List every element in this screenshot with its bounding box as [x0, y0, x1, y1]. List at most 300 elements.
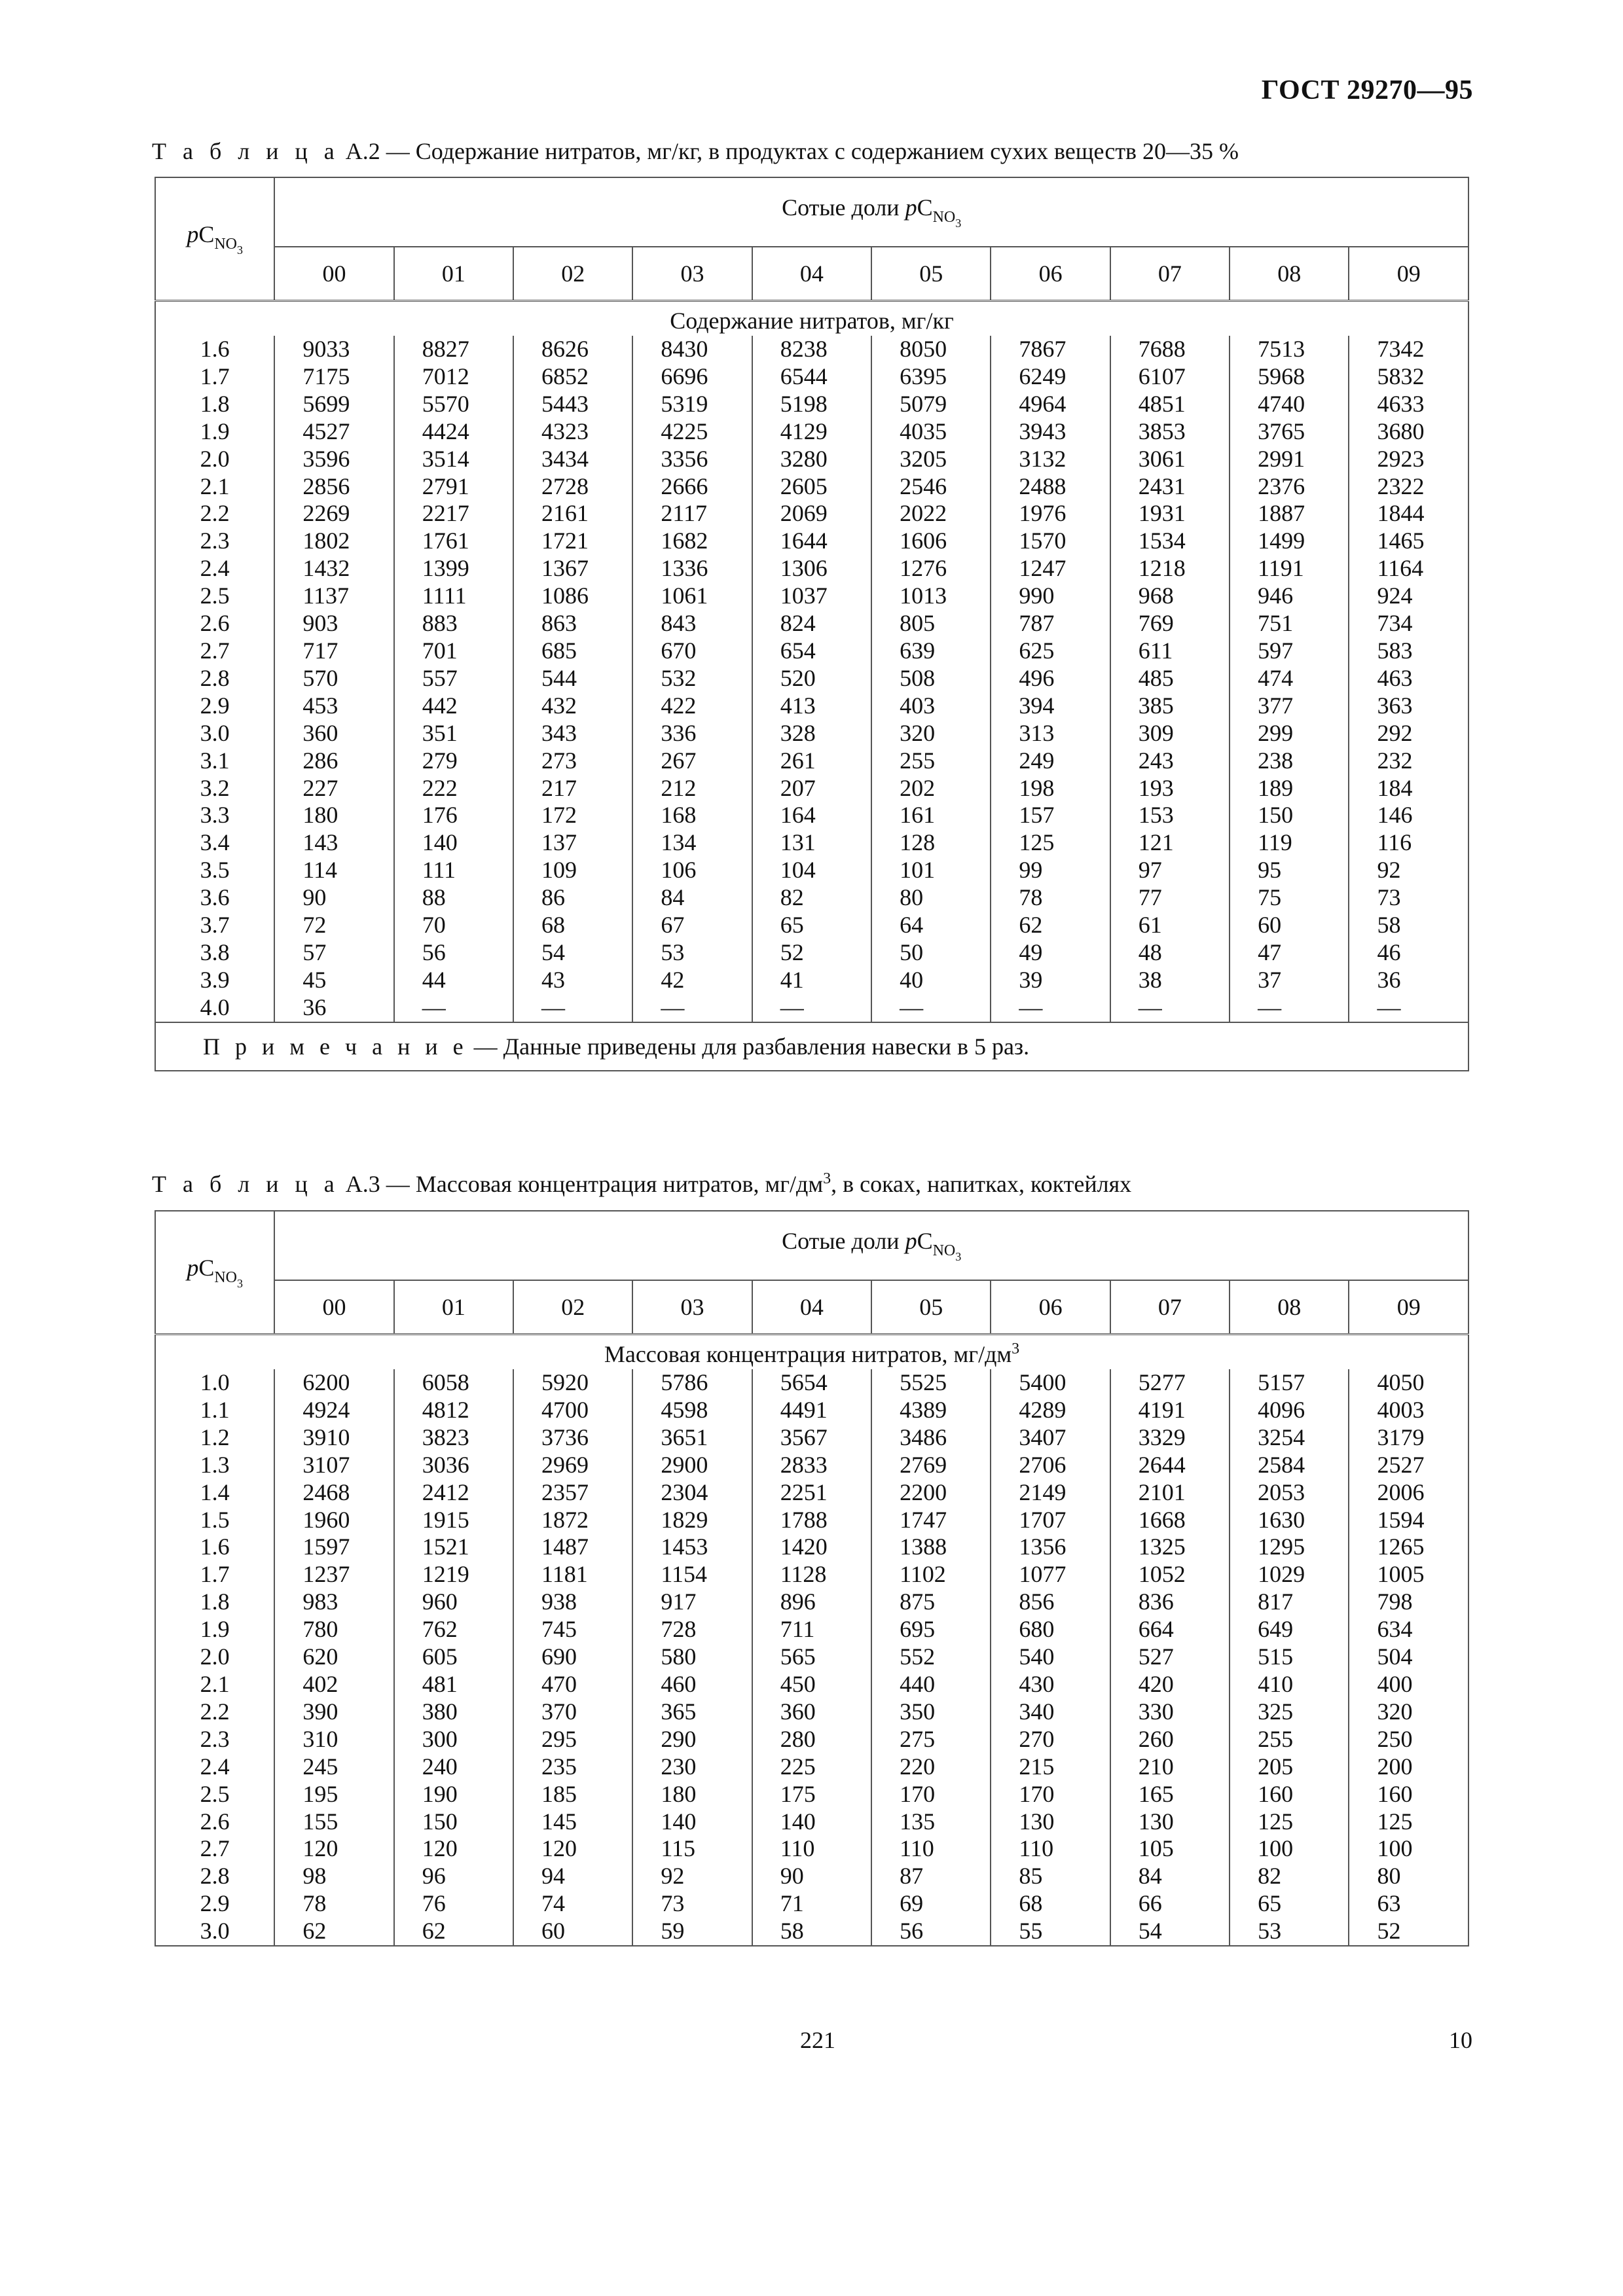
nitrate-value-cell: 440: [871, 1671, 991, 1698]
nitrate-value-cell: 463: [1349, 665, 1468, 692]
nitrate-value-cell: 3736: [513, 1424, 632, 1452]
nitrate-value-cell: 1218: [1110, 555, 1230, 583]
nitrate-value-cell: 4924: [274, 1397, 393, 1424]
nitrate-value-cell: 1237: [274, 1561, 393, 1588]
nitrate-value-cell: 67: [632, 912, 752, 939]
nitrate-value-cell: 1306: [752, 555, 871, 583]
nitrate-value-cell: 39: [991, 967, 1110, 994]
table-row: [155, 1918, 1468, 1946]
nitrate-value-cell: 4050: [1349, 1369, 1468, 1397]
nitrate-value-cell: 220: [871, 1753, 991, 1781]
nitrate-value-cell: 66: [1110, 1890, 1230, 1918]
nitrate-value-cell: 5079: [871, 391, 991, 418]
nitrate-value-cell: 485: [1110, 665, 1230, 692]
nitrate-value-cell: 1052: [1110, 1561, 1230, 1588]
nitrate-value-cell: 1181: [513, 1561, 632, 1588]
nitrate-value-cell: 150: [1230, 802, 1349, 829]
table-row: [155, 418, 1468, 446]
nitrate-value-cell: 3407: [991, 1424, 1110, 1452]
nitrate-value-cell: 2728: [513, 473, 632, 501]
nitrate-value-cell: 1005: [1349, 1561, 1468, 1588]
nitrate-value-cell: 184: [1349, 775, 1468, 802]
nitrate-value-cell: 134: [632, 829, 752, 857]
table-row: [155, 1726, 1468, 1753]
nitrate-value-cell: 639: [871, 637, 991, 665]
nitrate-value-cell: 73: [632, 1890, 752, 1918]
nitrate-value-cell: 565: [752, 1643, 871, 1671]
nitrate-value-cell: 1388: [871, 1534, 991, 1561]
nitrate-value-cell: 121: [1110, 829, 1230, 857]
nitrate-value-cell: 7342: [1349, 336, 1468, 363]
pc-no3-header: $pC_{NO3}$: [155, 1211, 274, 1335]
nitrate-value-cell: 1276: [871, 555, 991, 583]
nitrate-value-cell: 68: [513, 912, 632, 939]
table-row: [155, 1369, 1468, 1397]
nitrate-value-cell: 222: [394, 775, 513, 802]
sheet-number: 10: [1449, 2027, 1472, 2053]
nitrate-value-cell: 3853: [1110, 418, 1230, 446]
nitrate-value-cell: 474: [1230, 665, 1349, 692]
nitrate-value-cell: 106: [632, 857, 752, 884]
nitrate-value-cell: 125: [1230, 1808, 1349, 1836]
nitrate-value-cell: 400: [1349, 1671, 1468, 1698]
nitrate-value-cell: 36: [1349, 967, 1468, 994]
nitrate-value-cell: 5198: [752, 391, 871, 418]
nitrate-value-cell: 300: [394, 1726, 513, 1753]
nitrate-value-cell: 80: [871, 884, 991, 912]
nitrate-value-cell: 80: [1349, 1863, 1468, 1890]
nitrate-value-cell: 360: [752, 1698, 871, 1726]
column-header: 02: [513, 247, 632, 301]
nitrate-value-cell: 5968: [1230, 363, 1349, 391]
nitrate-value-cell: 390: [274, 1698, 393, 1726]
nitrate-value-cell: 150: [394, 1808, 513, 1836]
row-pc-value: 2.4: [155, 1753, 274, 1781]
table-row: [155, 1397, 1468, 1424]
row-pc-value: 2.2: [155, 1698, 274, 1726]
nitrate-value-cell: 2666: [632, 473, 752, 501]
nitrate-value-cell: 4225: [632, 418, 752, 446]
nitrate-value-cell: 1499: [1230, 528, 1349, 555]
nitrate-value-cell: 36: [274, 994, 393, 1022]
row-pc-value: 3.6: [155, 884, 274, 912]
nitrate-value-cell: 92: [632, 1863, 752, 1890]
nitrate-value-cell: 1872: [513, 1507, 632, 1534]
nitrate-value-cell: 4035: [871, 418, 991, 446]
nitrate-value-cell: 164: [752, 802, 871, 829]
row-pc-value: 3.7: [155, 912, 274, 939]
nitrate-value-cell: 515: [1230, 1643, 1349, 1671]
nitrate-value-cell: 780: [274, 1616, 393, 1643]
nitrate-value-cell: 385: [1110, 692, 1230, 720]
nitrate-value-cell: 1747: [871, 1507, 991, 1534]
nitrate-value-cell: 420: [1110, 1671, 1230, 1698]
table-row: [155, 391, 1468, 418]
nitrate-value-cell: 896: [752, 1588, 871, 1616]
nitrate-value-cell: 3434: [513, 446, 632, 473]
nitrate-value-cell: 227: [274, 775, 393, 802]
nitrate-value-cell: 275: [871, 1726, 991, 1753]
row-pc-value: 2.9: [155, 1890, 274, 1918]
nitrate-value-cell: 1453: [632, 1534, 752, 1561]
nitrate-value-cell: 7867: [991, 336, 1110, 363]
table-row: [155, 500, 1468, 528]
row-pc-value: 3.5: [155, 857, 274, 884]
nitrate-value-cell: 6107: [1110, 363, 1230, 391]
nitrate-value-cell: 843: [632, 610, 752, 637]
nitrate-value-cell: —: [1230, 994, 1349, 1022]
nitrate-value-cell: 202: [871, 775, 991, 802]
nitrate-value-cell: 430: [991, 1671, 1110, 1698]
nitrate-value-cell: 340: [991, 1698, 1110, 1726]
nitrate-value-cell: 2101: [1110, 1479, 1230, 1507]
nitrate-value-cell: 6200: [274, 1369, 393, 1397]
nitrate-value-cell: 1761: [394, 528, 513, 555]
nitrate-value-cell: 3254: [1230, 1424, 1349, 1452]
nitrate-value-cell: 5920: [513, 1369, 632, 1397]
nitrate-value-cell: 130: [1110, 1808, 1230, 1836]
caption-superscript: 3: [823, 1170, 831, 1187]
nitrate-value-cell: 1037: [752, 583, 871, 610]
table-row: [155, 857, 1468, 884]
table-a3-caption-prefix: Т а б л и ц а: [152, 1171, 340, 1197]
nitrate-value-cell: 450: [752, 1671, 871, 1698]
row-pc-value: 1.0: [155, 1369, 274, 1397]
nitrate-value-cell: 1829: [632, 1507, 752, 1534]
nitrate-value-cell: 73: [1349, 884, 1468, 912]
nitrate-value-cell: —: [1110, 994, 1230, 1022]
nitrate-value-cell: 190: [394, 1781, 513, 1808]
nitrate-value-cell: 1061: [632, 583, 752, 610]
nitrate-value-cell: 1960: [274, 1507, 393, 1534]
row-pc-value: 1.2: [155, 1424, 274, 1452]
nitrate-value-cell: 140: [632, 1808, 752, 1836]
table-row: [155, 1588, 1468, 1616]
nitrate-value-cell: 4389: [871, 1397, 991, 1424]
nitrate-value-cell: 711: [752, 1616, 871, 1643]
table-a2-unit-label: Содержание нитратов, мг/кг: [155, 301, 1468, 336]
nitrate-value-cell: 119: [1230, 829, 1349, 857]
nitrate-value-cell: 3943: [991, 418, 1110, 446]
nitrate-value-cell: 4700: [513, 1397, 632, 1424]
nitrate-value-cell: 105: [1110, 1835, 1230, 1863]
nitrate-value-cell: 292: [1349, 720, 1468, 747]
column-header: 07: [1110, 247, 1230, 301]
nitrate-value-cell: 176: [394, 802, 513, 829]
nitrate-value-cell: 153: [1110, 802, 1230, 829]
nitrate-value-cell: 2053: [1230, 1479, 1349, 1507]
nitrate-value-cell: 49: [991, 939, 1110, 967]
nitrate-value-cell: 968: [1110, 583, 1230, 610]
nitrate-value-cell: 64: [871, 912, 991, 939]
row-pc-value: 1.9: [155, 1616, 274, 1643]
nitrate-value-cell: 273: [513, 747, 632, 775]
nitrate-value-cell: 2251: [752, 1479, 871, 1507]
row-pc-value: 1.3: [155, 1452, 274, 1479]
nitrate-value-cell: 787: [991, 610, 1110, 637]
column-header: 03: [632, 1280, 752, 1335]
nitrate-value-cell: 235: [513, 1753, 632, 1781]
nitrate-value-cell: 286: [274, 747, 393, 775]
nitrate-value-cell: 7175: [274, 363, 393, 391]
nitrate-value-cell: 41: [752, 967, 871, 994]
nitrate-value-cell: 78: [991, 884, 1110, 912]
nitrate-value-cell: 3680: [1349, 418, 1468, 446]
nitrate-value-cell: 60: [513, 1918, 632, 1946]
nitrate-value-cell: 56: [871, 1918, 991, 1946]
nitrate-value-cell: 394: [991, 692, 1110, 720]
nitrate-value-cell: 140: [752, 1808, 871, 1836]
nitrate-value-cell: 649: [1230, 1616, 1349, 1643]
nitrate-value-cell: 50: [871, 939, 991, 967]
nitrate-value-cell: 2269: [274, 500, 393, 528]
table-a3-caption: [152, 1170, 1131, 1198]
nitrate-value-cell: 68: [991, 1890, 1110, 1918]
row-pc-value: 1.5: [155, 1507, 274, 1534]
nitrate-value-cell: 377: [1230, 692, 1349, 720]
table-row: [155, 1643, 1468, 1671]
nitrate-value-cell: 261: [752, 747, 871, 775]
nitrate-value-cell: 3356: [632, 446, 752, 473]
nitrate-value-cell: 745: [513, 1616, 632, 1643]
row-pc-value: 2.0: [155, 446, 274, 473]
nitrate-value-cell: 5525: [871, 1369, 991, 1397]
nitrate-value-cell: 4096: [1230, 1397, 1349, 1424]
nitrate-value-cell: 175: [752, 1781, 871, 1808]
nitrate-value-cell: 5654: [752, 1369, 871, 1397]
nitrate-value-cell: 170: [871, 1781, 991, 1808]
nitrate-value-cell: 2546: [871, 473, 991, 501]
nitrate-value-cell: 990: [991, 583, 1110, 610]
nitrate-value-cell: 170: [991, 1781, 1110, 1808]
nitrate-value-cell: 84: [1110, 1863, 1230, 1890]
nitrate-value-cell: 4191: [1110, 1397, 1230, 1424]
row-pc-value: 2.3: [155, 528, 274, 555]
column-header: 01: [394, 247, 513, 301]
nitrate-value-cell: 225: [752, 1753, 871, 1781]
nitrate-value-cell: 217: [513, 775, 632, 802]
nitrate-value-cell: 200: [1349, 1753, 1468, 1781]
nitrate-value-cell: 160: [1349, 1781, 1468, 1808]
nitrate-value-cell: 4424: [394, 418, 513, 446]
nitrate-value-cell: 1788: [752, 1507, 871, 1534]
nitrate-value-cell: 2022: [871, 500, 991, 528]
nitrate-value-cell: 1265: [1349, 1534, 1468, 1561]
nitrate-value-cell: 4633: [1349, 391, 1468, 418]
nitrate-value-cell: 9033: [274, 336, 393, 363]
nitrate-value-cell: 76: [394, 1890, 513, 1918]
nitrate-value-cell: 205: [1230, 1753, 1349, 1781]
nitrate-value-cell: 7513: [1230, 336, 1349, 363]
nitrate-value-cell: 611: [1110, 637, 1230, 665]
nitrate-value-cell: —: [394, 994, 513, 1022]
column-header: 00: [274, 1280, 393, 1335]
nitrate-value-cell: 328: [752, 720, 871, 747]
nitrate-value-cell: 243: [1110, 747, 1230, 775]
nitrate-value-cell: 65: [752, 912, 871, 939]
row-pc-value: 2.2: [155, 500, 274, 528]
table-row: [155, 336, 1468, 363]
table-a3-unit-label: Массовая концентрация нитратов, $мг/дм^3$: [155, 1335, 1468, 1370]
nitrate-value-cell: 101: [871, 857, 991, 884]
nitrate-value-cell: 195: [274, 1781, 393, 1808]
row-pc-value: 2.1: [155, 1671, 274, 1698]
nitrate-value-cell: 8430: [632, 336, 752, 363]
nitrate-value-cell: 320: [871, 720, 991, 747]
table-a3-caption-text: А.3 — Массовая концентрация нитратов, мг/дм: [339, 1171, 824, 1197]
table-row: [155, 1534, 1468, 1561]
nitrate-value-cell: 343: [513, 720, 632, 747]
nitrate-value-cell: 532: [632, 665, 752, 692]
nitrate-value-cell: 496: [991, 665, 1110, 692]
nitrate-value-cell: 232: [1349, 747, 1468, 775]
nitrate-value-cell: 520: [752, 665, 871, 692]
nitrate-value-cell: 3329: [1110, 1424, 1230, 1452]
nitrate-value-cell: 2969: [513, 1452, 632, 1479]
nitrate-value-cell: 125: [1349, 1808, 1468, 1836]
nitrate-value-cell: 130: [991, 1808, 1110, 1836]
table-row: [155, 446, 1468, 473]
table-row: [155, 1507, 1468, 1534]
row-pc-value: 1.7: [155, 1561, 274, 1588]
nitrate-value-cell: 4812: [394, 1397, 513, 1424]
nitrate-value-cell: 99: [991, 857, 1110, 884]
nitrate-value-cell: 2322: [1349, 473, 1468, 501]
nitrate-value-cell: 883: [394, 610, 513, 637]
nitrate-value-cell: 2200: [871, 1479, 991, 1507]
nitrate-value-cell: 2468: [274, 1479, 393, 1507]
nitrate-value-cell: 61: [1110, 912, 1230, 939]
nitrate-value-cell: 903: [274, 610, 393, 637]
nitrate-value-cell: 46: [1349, 939, 1468, 967]
nitrate-value-cell: 100: [1349, 1835, 1468, 1863]
nitrate-value-cell: 685: [513, 637, 632, 665]
table-row: [155, 1479, 1468, 1507]
nitrate-value-cell: 1594: [1349, 1507, 1468, 1534]
nitrate-value-cell: 504: [1349, 1643, 1468, 1671]
nitrate-value-cell: 55: [991, 1918, 1110, 1946]
nitrate-value-cell: 1707: [991, 1507, 1110, 1534]
row-pc-value: 2.8: [155, 665, 274, 692]
nitrate-value-cell: 8827: [394, 336, 513, 363]
nitrate-value-cell: 4964: [991, 391, 1110, 418]
row-pc-value: 1.7: [155, 363, 274, 391]
page-number: 221: [800, 2027, 835, 2053]
nitrate-value-cell: 3036: [394, 1452, 513, 1479]
nitrate-value-cell: 125: [991, 829, 1110, 857]
row-pc-value: 1.9: [155, 418, 274, 446]
nitrate-value-cell: 540: [991, 1643, 1110, 1671]
nitrate-value-cell: 3107: [274, 1452, 393, 1479]
nitrate-value-cell: 1086: [513, 583, 632, 610]
nitrate-value-cell: 48: [1110, 939, 1230, 967]
nitrate-value-cell: 1534: [1110, 528, 1230, 555]
nitrate-value-cell: 2791: [394, 473, 513, 501]
nitrate-value-cell: 115: [632, 1835, 752, 1863]
nitrate-value-cell: 180: [632, 1781, 752, 1808]
nitrate-value-cell: 4129: [752, 418, 871, 446]
table-row: [155, 363, 1468, 391]
nitrate-value-cell: 2149: [991, 1479, 1110, 1507]
column-header: 08: [1230, 247, 1349, 301]
pc-no3-header: $pC_{NO3}$: [155, 177, 274, 301]
nitrate-value-cell: 2069: [752, 500, 871, 528]
nitrate-value-cell: 4740: [1230, 391, 1349, 418]
table-row: [155, 1561, 1468, 1588]
row-pc-value: 3.8: [155, 939, 274, 967]
nitrate-value-cell: 116: [1349, 829, 1468, 857]
nitrate-value-cell: 6058: [394, 1369, 513, 1397]
nitrate-value-cell: 960: [394, 1588, 513, 1616]
nitrate-value-cell: 120: [394, 1835, 513, 1863]
nitrate-value-cell: 1111: [394, 583, 513, 610]
nitrate-value-cell: 1191: [1230, 555, 1349, 583]
nitrate-value-cell: 728: [632, 1616, 752, 1643]
nitrate-value-cell: 508: [871, 665, 991, 692]
nitrate-value-cell: 74: [513, 1890, 632, 1918]
nitrate-value-cell: 128: [871, 829, 991, 857]
nitrate-value-cell: 5400: [991, 1369, 1110, 1397]
nitrate-value-cell: 267: [632, 747, 752, 775]
column-header: 06: [991, 247, 1110, 301]
nitrate-value-cell: 402: [274, 1671, 393, 1698]
row-pc-value: 2.7: [155, 637, 274, 665]
nitrate-value-cell: 3596: [274, 446, 393, 473]
row-pc-value: 1.6: [155, 336, 274, 363]
nitrate-value-cell: 3910: [274, 1424, 393, 1452]
nitrate-value-cell: 983: [274, 1588, 393, 1616]
nitrate-value-cell: 109: [513, 857, 632, 884]
nitrate-value-cell: 69: [871, 1890, 991, 1918]
row-pc-value: 1.1: [155, 1397, 274, 1424]
nitrate-value-cell: 2527: [1349, 1452, 1468, 1479]
nitrate-value-cell: 2991: [1230, 446, 1349, 473]
nitrate-value-cell: 2706: [991, 1452, 1110, 1479]
nitrate-value-cell: 40: [871, 967, 991, 994]
nitrate-value-cell: 717: [274, 637, 393, 665]
nitrate-value-cell: 4598: [632, 1397, 752, 1424]
nitrate-value-cell: 38: [1110, 967, 1230, 994]
nitrate-value-cell: 856: [991, 1588, 1110, 1616]
nitrate-value-cell: 924: [1349, 583, 1468, 610]
table-a2: [155, 177, 1469, 1071]
nitrate-value-cell: 605: [394, 1643, 513, 1671]
nitrate-value-cell: 1356: [991, 1534, 1110, 1561]
nitrate-value-cell: 52: [752, 939, 871, 967]
nitrate-value-cell: 460: [632, 1671, 752, 1698]
column-header: 09: [1349, 247, 1468, 301]
nitrate-value-cell: 3514: [394, 446, 513, 473]
nitrate-value-cell: 88: [394, 884, 513, 912]
column-header: 04: [752, 1280, 871, 1335]
table-a2-note: [155, 1022, 1468, 1071]
table-row: [155, 1890, 1468, 1918]
nitrate-value-cell: 110: [871, 1835, 991, 1863]
nitrate-value-cell: 2833: [752, 1452, 871, 1479]
nitrate-value-cell: 432: [513, 692, 632, 720]
table-row: [155, 720, 1468, 747]
nitrate-value-cell: 1399: [394, 555, 513, 583]
nitrate-value-cell: 238: [1230, 747, 1349, 775]
nitrate-value-cell: —: [632, 994, 752, 1022]
nitrate-value-cell: 96: [394, 1863, 513, 1890]
nitrate-value-cell: 836: [1110, 1588, 1230, 1616]
table-row: [155, 1863, 1468, 1890]
table-a2-caption: [152, 137, 1239, 165]
note-text: — Данные приведены для разбавления навески в 5 раз.: [467, 1033, 1030, 1060]
nitrate-value-cell: 664: [1110, 1616, 1230, 1643]
nitrate-value-cell: 4491: [752, 1397, 871, 1424]
